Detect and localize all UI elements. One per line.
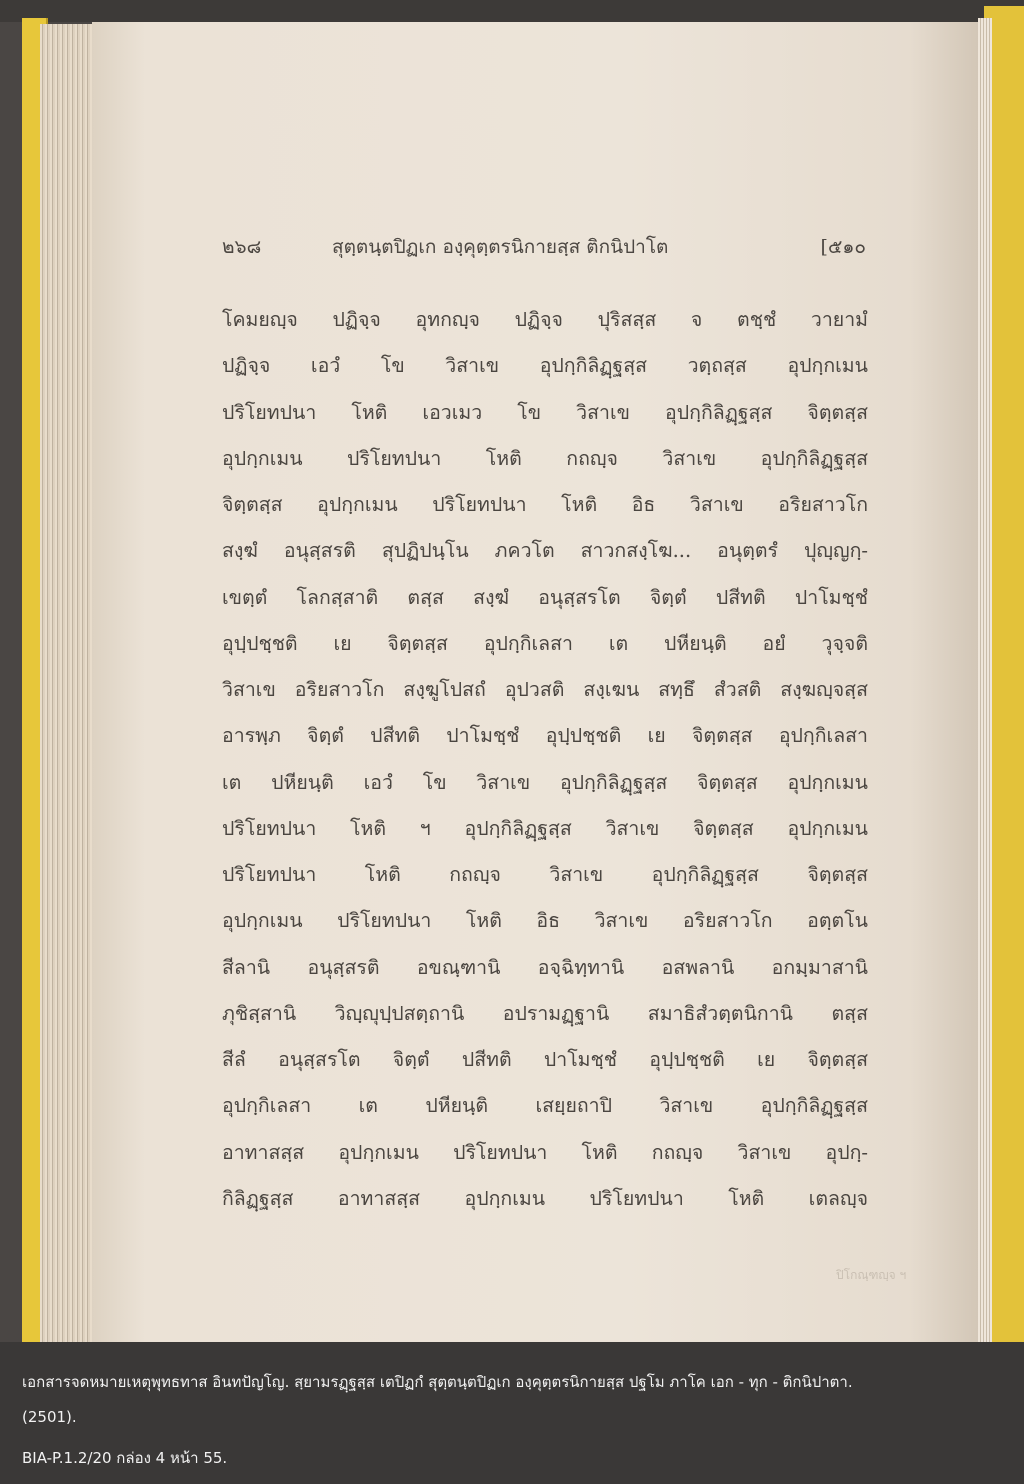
text-line: สงฺฆํ อนุสฺสรติ สุปฏิปนฺโน ภควโต สาวกสงฺโฆ... อนุตฺตรํ ปุญฺญกฺ- bbox=[222, 539, 868, 563]
text-line: ปริโยทปนา โหติ ฯ อุปกฺกิลิฏฺฐสฺส วิสาเข จิตฺตสฺส อุปกฺกเมน bbox=[222, 816, 868, 840]
text-line: อุปฺปชฺชติ เย จิตฺตสฺส อุปกฺกิเลสา เต ปหียนฺติ อยํ วุจฺจติ bbox=[222, 631, 868, 655]
text-line: อารพฺภ จิตฺตํ ปสีทติ ปาโมชฺชํ อุปฺปชฺชติ เย จิตฺตสฺส อุปกฺกิเลสา bbox=[222, 724, 868, 748]
caption-year: (2501). bbox=[22, 1408, 77, 1426]
text-line: อาทาสสฺส อุปกฺกเมน ปริโยทปนา โหติ กถญฺจ วิสาเข อุปกฺ- bbox=[222, 1140, 868, 1164]
page-number: ๒๖๘ bbox=[222, 236, 262, 258]
text-line: อุปกฺกเมน ปริโยทปนา โหติ อิธ วิสาเข อริยสาวโก อตฺตโน bbox=[222, 909, 868, 933]
text-line: ปริโยทปนา โหติ เอวเมว โข วิสาเข อุปกฺกิลิฏฺฐสฺส จิตฺตสฺส bbox=[222, 400, 868, 424]
text-line: วิสาเข อริยสาวโก สงฺฆูโปสถํ อุปวสติ สงฺเฆน สทฺธึ สํวสติ สงฺฆญฺจสฺส bbox=[222, 678, 868, 701]
text-line: ปริโยทปนา โหติ กถญฺจ วิสาเข อุปกฺกิลิฏฺฐสฺส จิตฺตสฺส bbox=[222, 863, 868, 886]
text-line: จิตฺตสฺส อุปกฺกเมน ปริโยทปนา โหติ อิธ วิสาเข อริยสาวโก bbox=[222, 493, 868, 516]
page-body-text bbox=[222, 300, 868, 1225]
text-line: ปฏิจฺจ เอวํ โข วิสาเข อุปกฺกิลิฏฺฐสฺส วตฺถสฺส อุปกฺกเมน bbox=[222, 354, 868, 378]
text-line: อุปกฺกเมน ปริโยทปนา โหติ กถญฺจ วิสาเข อุปกฺกิลิฏฺฐสฺส bbox=[222, 446, 868, 470]
section-reference: [๕๑๐ bbox=[820, 236, 866, 258]
text-line: เขตฺตํ โลกสฺสาติ ตสฺส สงฺฆํ อนุสฺสรโต จิตฺตํ ปสีทติ ปาโมชฺชํ bbox=[222, 585, 868, 609]
text-line: สีลานิ อนุสฺสรติ อขณฺฑานิ อจฺฉิทฺทานิ อสพลานิ อกมฺมาสานิ bbox=[222, 955, 868, 979]
text-line: กิลิฏฺฐสฺส อาทาสสฺส อุปกฺกเมน ปริโยทปนา โหติ เตลญฺจ bbox=[222, 1186, 868, 1210]
caption-reference: BIA-P.1.2/20 กล่อง 4 หน้า 55. bbox=[22, 1449, 228, 1467]
text-line: ภุชิสฺสานิ วิญฺญุปฺปสตฺถานิ อปรามฏฺฐานิ สมาธิสํวตฺตนิกานิ ตสฺส bbox=[222, 1001, 868, 1025]
text-line: โคมยญฺจ ปฏิจฺจ อุทกญฺจ ปฏิจฺจ ปุริสสฺส จ ตชฺชํ วายามํ bbox=[222, 308, 868, 331]
bleed-through-text: ปิโกณฺฑญฺจ ฯ bbox=[836, 1268, 907, 1282]
stacked-page-edges bbox=[40, 24, 98, 1342]
caption-bar bbox=[0, 1342, 1024, 1484]
caption-title: เอกสารจดหมายเหตุพุทธทาส อินทปัญโญ. สฺยามรฏฺฐสฺส เตปิฏกํ สุตฺตนฺตปิฏเก องฺคุตฺตรนิกายสฺส ปฐโม ภาโค เอก - ทุก - ติกนิปาตา. bbox=[22, 1373, 853, 1391]
text-line: อุปกฺกิเลสา เต ปหียนฺติ เสยฺยถาปิ วิสาเข อุปกฺกิลิฏฺฐสฺส bbox=[222, 1094, 868, 1118]
book-gutter bbox=[978, 18, 992, 1342]
text-line: เต ปหียนฺติ เอวํ โข วิสาเข อุปกฺกิลิฏฺฐสฺส จิตฺตสฺส อุปกฺกเมน bbox=[222, 770, 868, 794]
running-header bbox=[222, 232, 866, 264]
text-line: สีลํ อนุสฺสรโต จิตฺตํ ปสีทติ ปาโมชฺชํ อุปฺปชฺชติ เย จิตฺตสฺส bbox=[222, 1048, 868, 1071]
running-title: สุตฺตนฺตปิฏเก องฺคุตฺตรนิกายสฺส ติกนิปาโต bbox=[332, 236, 669, 258]
book-cover-top bbox=[0, 0, 1024, 22]
